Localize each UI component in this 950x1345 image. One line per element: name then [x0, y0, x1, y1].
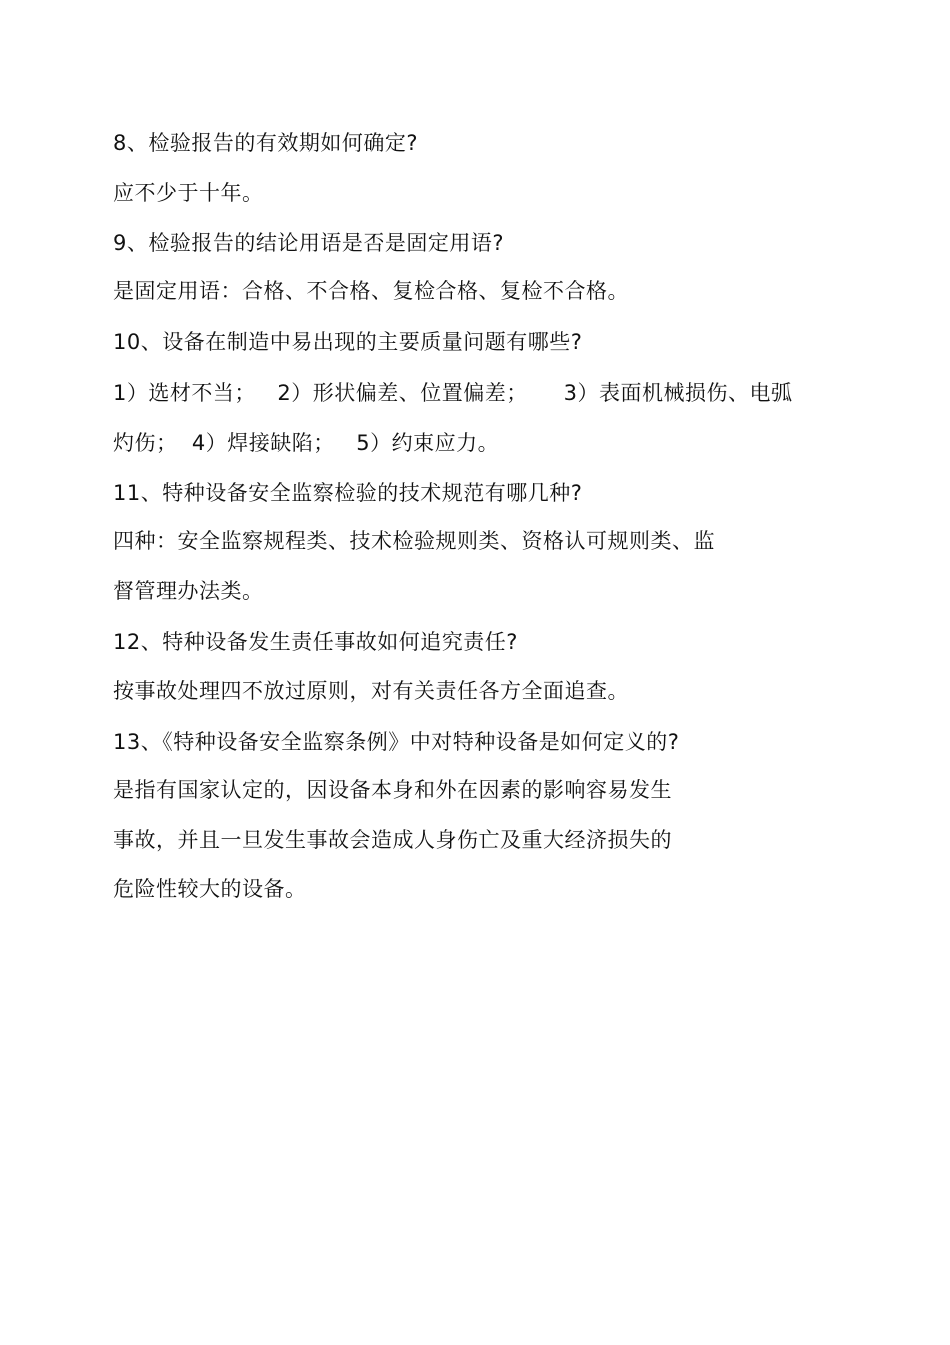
question-11: 11、特种设备安全监察检验的技术规范有哪几种?: [113, 481, 583, 505]
answer-13-line-3: 危险性较大的设备。: [113, 877, 307, 901]
answer-11-line-2: 督管理办法类。: [113, 579, 264, 603]
answer-13-line-2: 事故，并且一旦发生事故会造成人身伤亡及重大经济损失的: [113, 828, 672, 852]
answer-10-line-2: 灼伤； 4）焊接缺陷； 5）约束应力。: [113, 431, 500, 455]
question-8: 8、检验报告的有效期如何确定?: [113, 131, 419, 155]
answer-13-line-1: 是指有国家认定的，因设备本身和外在因素的影响容易发生: [113, 778, 672, 802]
answer-10-line-1: 1）选材不当； 2）形状偏差、位置偏差； 3）表面机械损伤、电弧: [113, 381, 793, 405]
question-9: 9、检验报告的结论用语是否是固定用语?: [113, 231, 505, 255]
answer-8: 应不少于十年。: [113, 181, 264, 205]
answer-11-line-1: 四种：安全监察规程类、技术检验规则类、资格认可规则类、监: [113, 529, 715, 553]
answer-9: 是固定用语：合格、不合格、复检合格、复检不合格。: [113, 279, 629, 303]
question-13: 13、《特种设备安全监察条例》中对特种设备是如何定义的?: [113, 730, 680, 754]
question-10: 10、设备在制造中易出现的主要质量问题有哪些?: [113, 330, 583, 354]
question-12: 12、特种设备发生责任事故如何追究责任?: [113, 630, 518, 654]
answer-12: 按事故处理四不放过原则，对有关责任各方全面追查。: [113, 679, 629, 703]
